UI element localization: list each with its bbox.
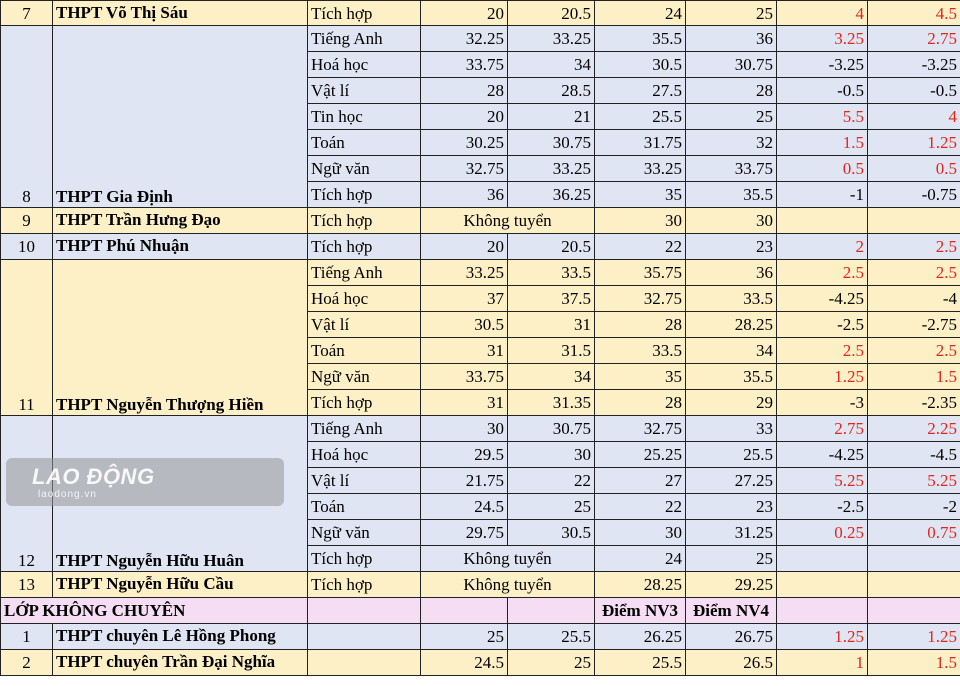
subject: Hoá học — [308, 286, 421, 312]
subject: Toán — [308, 494, 421, 520]
score-d: 28 — [686, 78, 777, 104]
score-b: 33.25 — [508, 26, 595, 52]
score-a: 33.75 — [421, 364, 508, 390]
score-d: 25 — [686, 1, 777, 26]
row-index: 8 — [1, 26, 53, 208]
table-row — [1, 624, 960, 650]
subject: Tích hợp — [308, 208, 421, 234]
score-b: 20.5 — [508, 1, 595, 26]
diff-2: 1.5 — [868, 650, 960, 676]
score-d: 31.25 — [686, 520, 777, 546]
diff-1: -3.25 — [777, 52, 868, 78]
score-d: 29.25 — [686, 572, 777, 598]
table-row — [1, 572, 960, 598]
diff-2: 1.25 — [868, 130, 960, 156]
subject: Vật lí — [308, 312, 421, 338]
subject: Ngữ văn — [308, 520, 421, 546]
score-b: 31.5 — [508, 338, 595, 364]
subject: Tiếng Anh — [308, 26, 421, 52]
diff-1: 1 — [777, 650, 868, 676]
diff-1: 1.25 — [777, 364, 868, 390]
score-c: 28 — [595, 390, 686, 416]
score-a: 36 — [421, 182, 508, 208]
column-header-nv3: Điểm NV3 — [595, 598, 686, 624]
score-a: 30.5 — [421, 312, 508, 338]
diff-1: -4.25 — [777, 286, 868, 312]
score-d: 36 — [686, 260, 777, 286]
subject: Vật lí — [308, 78, 421, 104]
score-b: 30.75 — [508, 130, 595, 156]
score-b: 31.35 — [508, 390, 595, 416]
empty-cell — [508, 598, 595, 624]
subject: Tích hợp — [308, 182, 421, 208]
score-b: 36.25 — [508, 182, 595, 208]
score-b: 37.5 — [508, 286, 595, 312]
subject: Tích hợp — [308, 546, 421, 572]
score-d: 26.5 — [686, 650, 777, 676]
subject: Ngữ văn — [308, 156, 421, 182]
score-a: 32.75 — [421, 156, 508, 182]
score-c: 28 — [595, 312, 686, 338]
score-b: 33.5 — [508, 260, 595, 286]
diff-2: -4.5 — [868, 442, 960, 468]
score-a: 25 — [421, 624, 508, 650]
diff-1: 0.5 — [777, 156, 868, 182]
score-b: 30.75 — [508, 416, 595, 442]
score-a: 20 — [421, 234, 508, 260]
table-row — [1, 260, 960, 286]
empty-cell — [777, 598, 868, 624]
row-index: 12 — [1, 416, 53, 572]
score-b: 30.5 — [508, 520, 595, 546]
score-c: 33.25 — [595, 156, 686, 182]
school-name: THPT chuyên Lê Hồng Phong — [53, 624, 308, 650]
score-d: 35.5 — [686, 182, 777, 208]
school-name: THPT chuyên Trần Đại Nghĩa — [53, 650, 308, 676]
score-d: 34 — [686, 338, 777, 364]
table-row — [1, 1, 960, 26]
school-name: THPT Nguyễn Hữu Cầu — [53, 572, 308, 598]
diff-2 — [868, 546, 960, 572]
table-row — [1, 26, 960, 52]
row-index: 2 — [1, 650, 53, 676]
score-c: 35.5 — [595, 26, 686, 52]
table-row — [1, 650, 960, 676]
diff-1: 2.75 — [777, 416, 868, 442]
diff-2 — [868, 572, 960, 598]
subject: Toán — [308, 130, 421, 156]
score-a: 32.25 — [421, 26, 508, 52]
score-b: 25 — [508, 650, 595, 676]
subject: Tích hợp — [308, 390, 421, 416]
diff-1: 1.5 — [777, 130, 868, 156]
score-d: 32 — [686, 130, 777, 156]
diff-2 — [868, 208, 960, 234]
score-d: 23 — [686, 234, 777, 260]
score-b: 20.5 — [508, 234, 595, 260]
subject: Hoá học — [308, 52, 421, 78]
diff-2: 1.25 — [868, 624, 960, 650]
subject: Tiếng Anh — [308, 416, 421, 442]
subject: Tích hợp — [308, 1, 421, 26]
diff-1 — [777, 572, 868, 598]
score-b: 31 — [508, 312, 595, 338]
score-a: 20 — [421, 1, 508, 26]
score-b: 34 — [508, 52, 595, 78]
school-name: THPT Võ Thị Sáu — [53, 1, 308, 26]
score-c: 35 — [595, 364, 686, 390]
score-d: 33 — [686, 416, 777, 442]
school-name: THPT Phú Nhuận — [53, 234, 308, 260]
score-d: 33.75 — [686, 156, 777, 182]
diff-2: -2.35 — [868, 390, 960, 416]
subject: Tích hợp — [308, 234, 421, 260]
diff-2: -4 — [868, 286, 960, 312]
diff-1: 2.5 — [777, 338, 868, 364]
score-d: 25 — [686, 104, 777, 130]
empty-cell — [421, 598, 508, 624]
watermark-logo-text: LAO ĐỘNG — [32, 464, 155, 489]
table-row — [1, 208, 960, 234]
table-row — [1, 234, 960, 260]
column-header-nv4: Điểm NV4 — [686, 598, 777, 624]
score-d: 30 — [686, 208, 777, 234]
diff-1: 0.25 — [777, 520, 868, 546]
score-c: 28.25 — [595, 572, 686, 598]
subject: Tích hợp — [308, 572, 421, 598]
diff-1: 3.25 — [777, 26, 868, 52]
diff-2: -3.25 — [868, 52, 960, 78]
score-b: 25 — [508, 494, 595, 520]
score-c: 25.5 — [595, 650, 686, 676]
score-d: 36 — [686, 26, 777, 52]
diff-2: 5.25 — [868, 468, 960, 494]
diff-2: 2.25 — [868, 416, 960, 442]
section-title: LỚP KHÔNG CHUYÊN — [1, 598, 308, 624]
subject — [308, 650, 421, 676]
row-index: 10 — [1, 234, 53, 260]
score-d: 26.75 — [686, 624, 777, 650]
empty-cell — [868, 598, 960, 624]
diff-1: -4.25 — [777, 442, 868, 468]
subject: Vật lí — [308, 468, 421, 494]
diff-2: 1.5 — [868, 364, 960, 390]
score-d: 29 — [686, 390, 777, 416]
score-a: 33.25 — [421, 260, 508, 286]
watermark-logo — [6, 458, 284, 506]
score-a: 31 — [421, 390, 508, 416]
score-d: 30.75 — [686, 52, 777, 78]
diff-1: 2.5 — [777, 260, 868, 286]
diff-2: 2.5 — [868, 260, 960, 286]
diff-2: 4.5 — [868, 1, 960, 26]
score-b: 22 — [508, 468, 595, 494]
diff-2: -0.5 — [868, 78, 960, 104]
diff-2: -2.75 — [868, 312, 960, 338]
subject: Toán — [308, 338, 421, 364]
score-c: 24 — [595, 1, 686, 26]
score-c: 24 — [595, 546, 686, 572]
diff-1: 1.25 — [777, 624, 868, 650]
score-c: 22 — [595, 234, 686, 260]
score-c: 27 — [595, 468, 686, 494]
score-a: 30.25 — [421, 130, 508, 156]
score-c: 30 — [595, 208, 686, 234]
score-c: 25.5 — [595, 104, 686, 130]
table-row — [1, 416, 960, 442]
diff-2: 0.5 — [868, 156, 960, 182]
school-name: THPT Nguyễn Thượng Hiền — [53, 260, 308, 416]
diff-2: 2.5 — [868, 234, 960, 260]
score-a: 29.5 — [421, 442, 508, 468]
section-header-row — [1, 598, 960, 624]
empty-cell — [308, 598, 421, 624]
score-c: 22 — [595, 494, 686, 520]
not-admitted-label: Không tuyển — [421, 208, 595, 234]
row-index: 9 — [1, 208, 53, 234]
row-index: 11 — [1, 260, 53, 416]
diff-2: 2.5 — [868, 338, 960, 364]
diff-1: -2.5 — [777, 494, 868, 520]
score-d: 27.25 — [686, 468, 777, 494]
score-d: 25 — [686, 546, 777, 572]
diff-1: 5.25 — [777, 468, 868, 494]
score-c: 26.25 — [595, 624, 686, 650]
subject: Tiếng Anh — [308, 260, 421, 286]
score-b: 30 — [508, 442, 595, 468]
score-a: 29.75 — [421, 520, 508, 546]
school-name: THPT Trần Hưng Đạo — [53, 208, 308, 234]
school-name: THPT Nguyễn Hữu Huân — [53, 416, 308, 572]
diff-1: 4 — [777, 1, 868, 26]
score-d: 33.5 — [686, 286, 777, 312]
score-b: 34 — [508, 364, 595, 390]
score-c: 35.75 — [595, 260, 686, 286]
subject — [308, 624, 421, 650]
score-b: 33.25 — [508, 156, 595, 182]
subject: Tin học — [308, 104, 421, 130]
watermark-site-text: laodong.vn — [38, 489, 97, 500]
score-c: 33.5 — [595, 338, 686, 364]
score-a: 21.75 — [421, 468, 508, 494]
score-c: 32.75 — [595, 286, 686, 312]
diff-2: -2 — [868, 494, 960, 520]
score-a: 24.5 — [421, 650, 508, 676]
score-a: 37 — [421, 286, 508, 312]
diff-2: -0.75 — [868, 182, 960, 208]
school-name: THPT Gia Định — [53, 26, 308, 208]
score-b: 28.5 — [508, 78, 595, 104]
diff-2: 4 — [868, 104, 960, 130]
score-d: 25.5 — [686, 442, 777, 468]
score-b: 25.5 — [508, 624, 595, 650]
not-admitted-label: Không tuyển — [421, 572, 595, 598]
score-a: 31 — [421, 338, 508, 364]
subject: Hoá học — [308, 442, 421, 468]
diff-1: -0.5 — [777, 78, 868, 104]
score-c: 30 — [595, 520, 686, 546]
row-index: 1 — [1, 624, 53, 650]
diff-1: 2 — [777, 234, 868, 260]
score-c: 27.5 — [595, 78, 686, 104]
score-a: 28 — [421, 78, 508, 104]
diff-1 — [777, 208, 868, 234]
diff-1: -1 — [777, 182, 868, 208]
score-c: 31.75 — [595, 130, 686, 156]
diff-2: 2.75 — [868, 26, 960, 52]
score-c: 35 — [595, 182, 686, 208]
row-index: 13 — [1, 572, 53, 598]
score-a: 30 — [421, 416, 508, 442]
score-c: 32.75 — [595, 416, 686, 442]
score-d: 28.25 — [686, 312, 777, 338]
subject: Ngữ văn — [308, 364, 421, 390]
score-d: 23 — [686, 494, 777, 520]
score-c: 30.5 — [595, 52, 686, 78]
score-a: 20 — [421, 104, 508, 130]
row-index: 7 — [1, 1, 53, 26]
diff-1: -2.5 — [777, 312, 868, 338]
diff-1: 5.5 — [777, 104, 868, 130]
not-admitted-label: Không tuyển — [421, 546, 595, 572]
score-d: 35.5 — [686, 364, 777, 390]
score-a: 24.5 — [421, 494, 508, 520]
score-a: 33.75 — [421, 52, 508, 78]
diff-1: -3 — [777, 390, 868, 416]
score-c: 25.25 — [595, 442, 686, 468]
diff-2: 0.75 — [868, 520, 960, 546]
diff-1 — [777, 546, 868, 572]
score-b: 21 — [508, 104, 595, 130]
